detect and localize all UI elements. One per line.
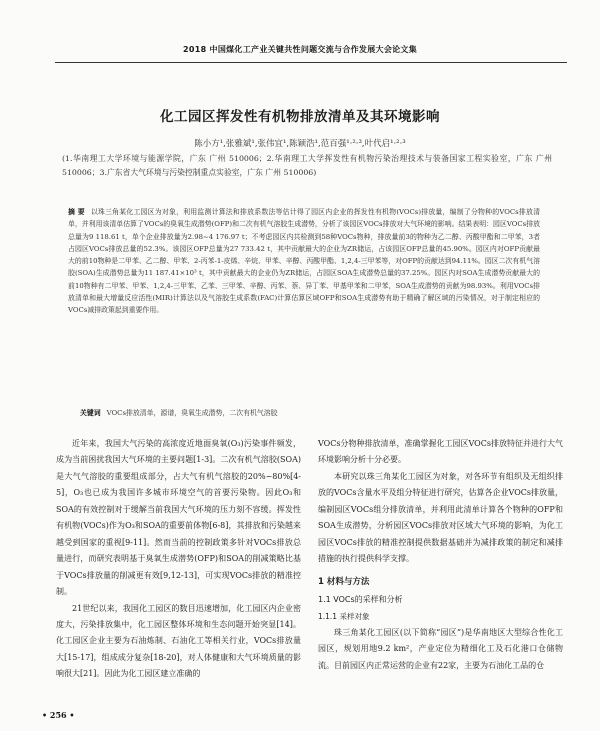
abstract-text: 以珠三角某化工园区为对象，利用监测计算法和排放系数法等估计得了园区内企业的挥发性有机物(VOCs)排放量，编制了分物种的VOCs排放清单，并利用该清单估算了VOCs的臭氧生成潜势(OFP)和二次有机气溶胶生成潜势，分析了该园区VOCs排放对大气环境的影响。结果表明：园区VOCs排放总量为9 118.61 t，单个企业排放量为2.98~4 176.97 t；不考虑园区内共检测到58种VOCs物种，排放量前3的物种为乙二醇、丙酸甲酯和二甲苯，3者占园区VOCs排放总量的52.3%。该园区OFP总量为27 733.42 t，其中贡献最大的企业为ZR储运，占该园区OFP总量的45.90%。园区内对OFP贡献最大的前10物种是二甲苯、乙二醇、甲苯、2-丙苯-1-皮烯、辛烷、甲苯、辛醇、丙酸甲酯、1,2,4-三甲苯等，对OFP的贡献达到94.11%。园区二次有机气溶胶(SOA)生成潜势总量为11 187.41×10³ t，其中贡献最大的企业仍为ZR储运，占园区SOA生成潜势总量的37.25%。园区内对SOA生成潜势贡献最大的前10物种有二甲苯、甲苯、1,2,4-三甲苯、乙苯、三甲苯、辛醇、丙苯、萘、异丁苯、甲基甲苯和二甲苯，SOA生成潜势的贡献为98.93%。利用VOCs排放清单和最大增量反应活性(MIR)计算法以及气溶胶生成系数(FAC)计算估算区域OFP和SOA生成潜势有助于精确了解区域的污染情况，对于制定相应的VOCs减排政策起到重要作用。 bbox=[68, 208, 540, 315]
affiliations: (1.华南理工大学环境与能源学院，广东 广州 510006；2.华南理工大学挥发性有机物污染治理技术与装备国家工程实验室，广东 广州 510006；3.广东省大气环境与污染控制重点实验室，广东 广州 510006) bbox=[62, 154, 552, 177]
keywords bbox=[80, 407, 540, 417]
header-rule bbox=[55, 62, 567, 63]
running-header: 2018 中国煤化工产业关键共性问题交流与合作发展大会论文集 bbox=[182, 45, 418, 54]
author-list: 陈小方¹,张雅斌¹,张伟宜¹,陈颖浩¹,范百强¹·²·³,叶代启¹·²·³ bbox=[194, 139, 406, 149]
keywords-text: VOCs排放清单，源谱，臭氧生成潜势，二次有机气溶胶 bbox=[106, 409, 278, 417]
body-paragraph: VOCs分物种排放清单，准确掌握化工园区VOCs排放特征并进行大气环境影响分析十分必要。 bbox=[318, 439, 563, 465]
paper-title: 化工园区挥发性有机物排放清单及其环境影响 bbox=[160, 109, 440, 125]
page-number: • 256 • bbox=[42, 710, 75, 720]
body-column-right bbox=[318, 436, 563, 674]
abstract-label: 摘 要 bbox=[68, 208, 85, 216]
subsection-heading: 1.1 VOCs的采样和分析 bbox=[318, 595, 403, 605]
abstract bbox=[68, 206, 540, 317]
body-column-left bbox=[56, 436, 301, 683]
body-paragraph: 21世纪以来，我国化工园区的数目迅速增加，化工园区内企业密度大，污染排放集中，化工园区整体环境和生态问题开始突显[14]。化工园区企业主要为石油炼制、石油化工等相关行业，VOCs排放量大[15-17]，组成成分复杂[18-20]，对人体健康和大气环境质量的影响很大[21]。因此为化工园区建立准确的 bbox=[56, 603, 301, 679]
body-paragraph: 本研究以珠三角某化工园区为对象，对各环节有组织及无组织排放的VOCs含量水平及组分特征进行研究，估算各企业VOCs排放量，编制园区VOCs组分排放清单，并利用此清单计算各个物种的OFP和SOA生成潜势，分析园区VOCs排放对区域大气环境的影响，为化工园区VOCs排放的精准控制提供数据基础并为减排政策的制定和减排措施的执行提供科学支撑。 bbox=[318, 471, 563, 564]
keywords-label: 关键词 bbox=[80, 409, 101, 417]
subsubsection-heading: 1.1.1 采样对象 bbox=[318, 611, 370, 621]
body-paragraph: 近年来，我国大气污染的高浓度近地面臭氧(O₃)污染事件频发，成为当前困扰我国大气环境的主要问题[1-3]。二次有机气溶胶(SOA)是大气气溶胶的重要组成部分，占大气有机气溶胶的20%~80%[4-5]，O₃也已成为我国许多城市环境空气的首要污染物。因此O₃和SOA的有效控制对于缓解当前我国大气环境的压力刻不容缓。挥发性有机物(VOCs)作为O₃和SOA的重要前体物[6-8]，其排放和污染越来越受到国家的重视[9-11]。然而当前的控制政策多针对VOCs排放总量进行，而研究表明基于臭氧生成潜势(OFP)和SOA的削减策略比基于VOCs排放量的削减更有效[9,12-13]，可实现VOCs排放的精准控制。 bbox=[56, 439, 301, 597]
section-heading: 1 材料与方法 bbox=[318, 576, 370, 587]
body-paragraph: 珠三角某化工园区(以下简称“园区”)是华南地区大型综合性化工园区，规划用地9.2 km²，产业定位为精细化工及石化港口仓储物流。目前园区内正常运营的企业有22家，主要为石油化工品的仓 bbox=[318, 627, 563, 670]
